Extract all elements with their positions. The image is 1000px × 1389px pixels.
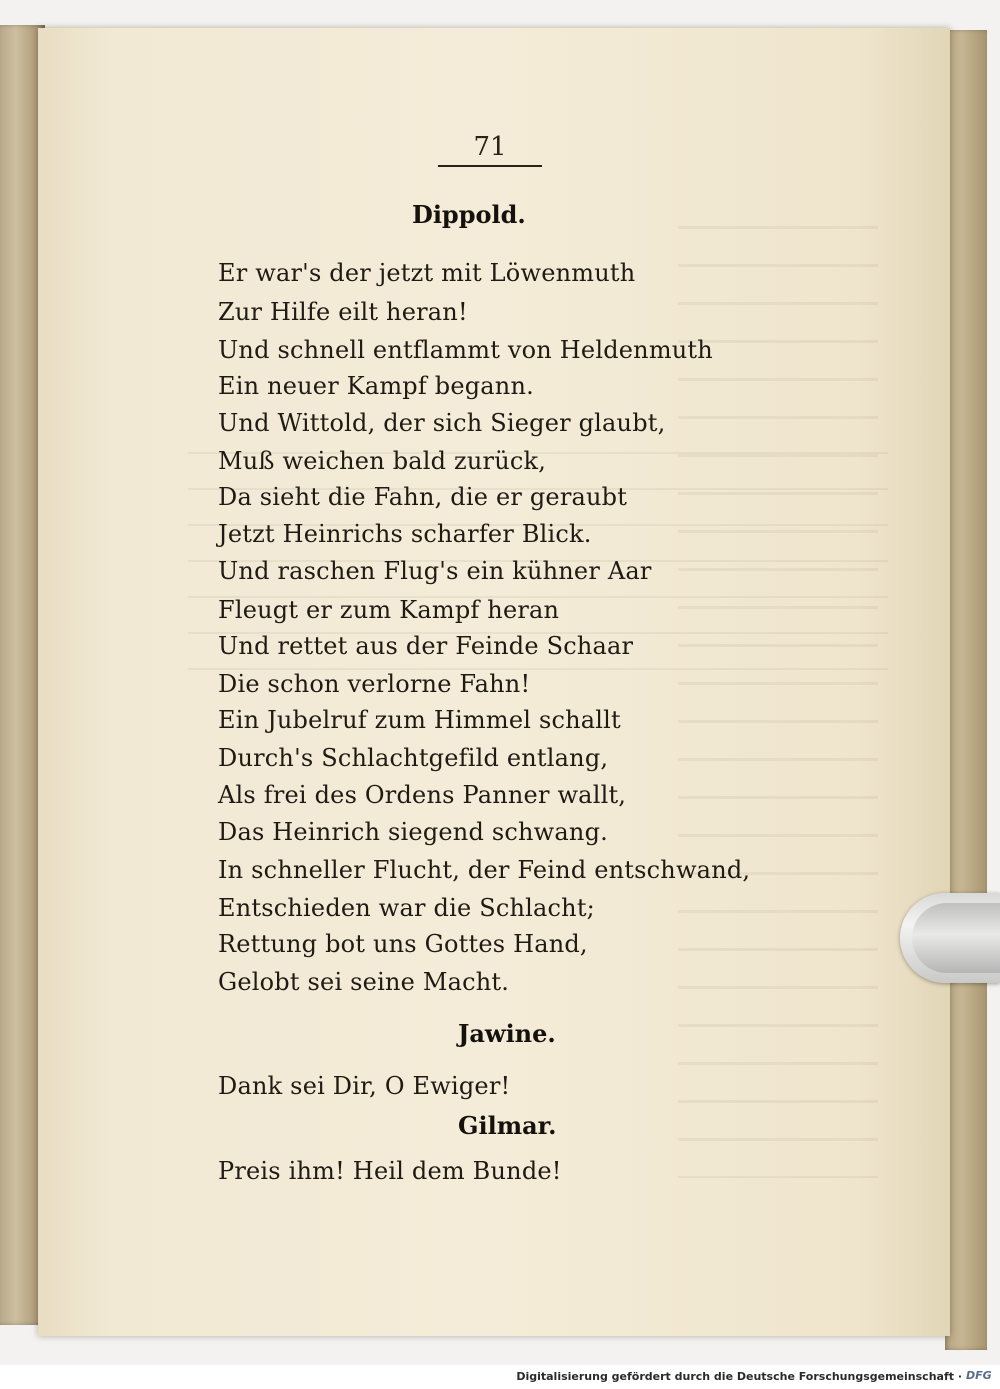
verse-line: Er war's der jetzt mit Löwenmuth [218,259,636,287]
right-cover-board [945,30,987,1350]
verse-line: Die schon verlorne Fahn! [218,670,531,698]
verse-line: Entschieden war die Schlacht; [218,894,595,922]
page-number-rule [438,165,542,167]
verse-line: Rettung bot uns Gottes Hand, [218,930,588,958]
gilmar-line: Preis ihm! Heil dem Bunde! [218,1157,562,1185]
verse-line: Zur Hilfe eilt heran! [218,298,468,326]
dfg-logo: DFG [966,1369,992,1382]
speaker-heading-dippold: Dippold. [412,200,526,229]
verse-line: In schneller Flucht, der Feind entschwand, [218,856,751,884]
verse-line: Durch's Schlachtgefild entlang, [218,744,609,772]
verse-line: Als frei des Ordens Panner wallt, [218,781,627,809]
verse-line: Gelobt sei seine Macht. [218,968,510,996]
verse-line: Und schnell entflammt von Heldenmuth [218,336,713,364]
speaker-heading-jawine: Jawine. [458,1019,556,1048]
verse-line: Und Wittold, der sich Sieger glaubt, [218,409,666,437]
digitization-credit: Digitalisierung gefördert durch die Deutsche Forschungsgemeinschaft · [516,1370,962,1383]
verse-line: Und rettet aus der Feinde Schaar [218,632,634,660]
page-clip-tab-highlight [912,903,1000,973]
verse-line: Da sieht die Fahn, die er geraubt [218,483,628,511]
page-number: 71 [473,132,507,162]
verse-line: Ein neuer Kampf begann. [218,372,534,400]
verse-line: Muß weichen bald zurück, [218,447,547,475]
verse-line: Das Heinrich siegend schwang. [218,818,608,846]
verse-line: Jetzt Heinrichs scharfer Blick. [218,520,592,548]
verse-line: Und raschen Flug's ein kühner Aar [218,557,652,585]
verse-line: Fleugt er zum Kampf heran [218,596,560,624]
verse-line: Ein Jubelruf zum Himmel schallt [218,706,621,734]
jawine-line: Dank sei Dir, O Ewiger! [218,1072,511,1100]
speaker-heading-gilmar: Gilmar. [458,1111,557,1140]
